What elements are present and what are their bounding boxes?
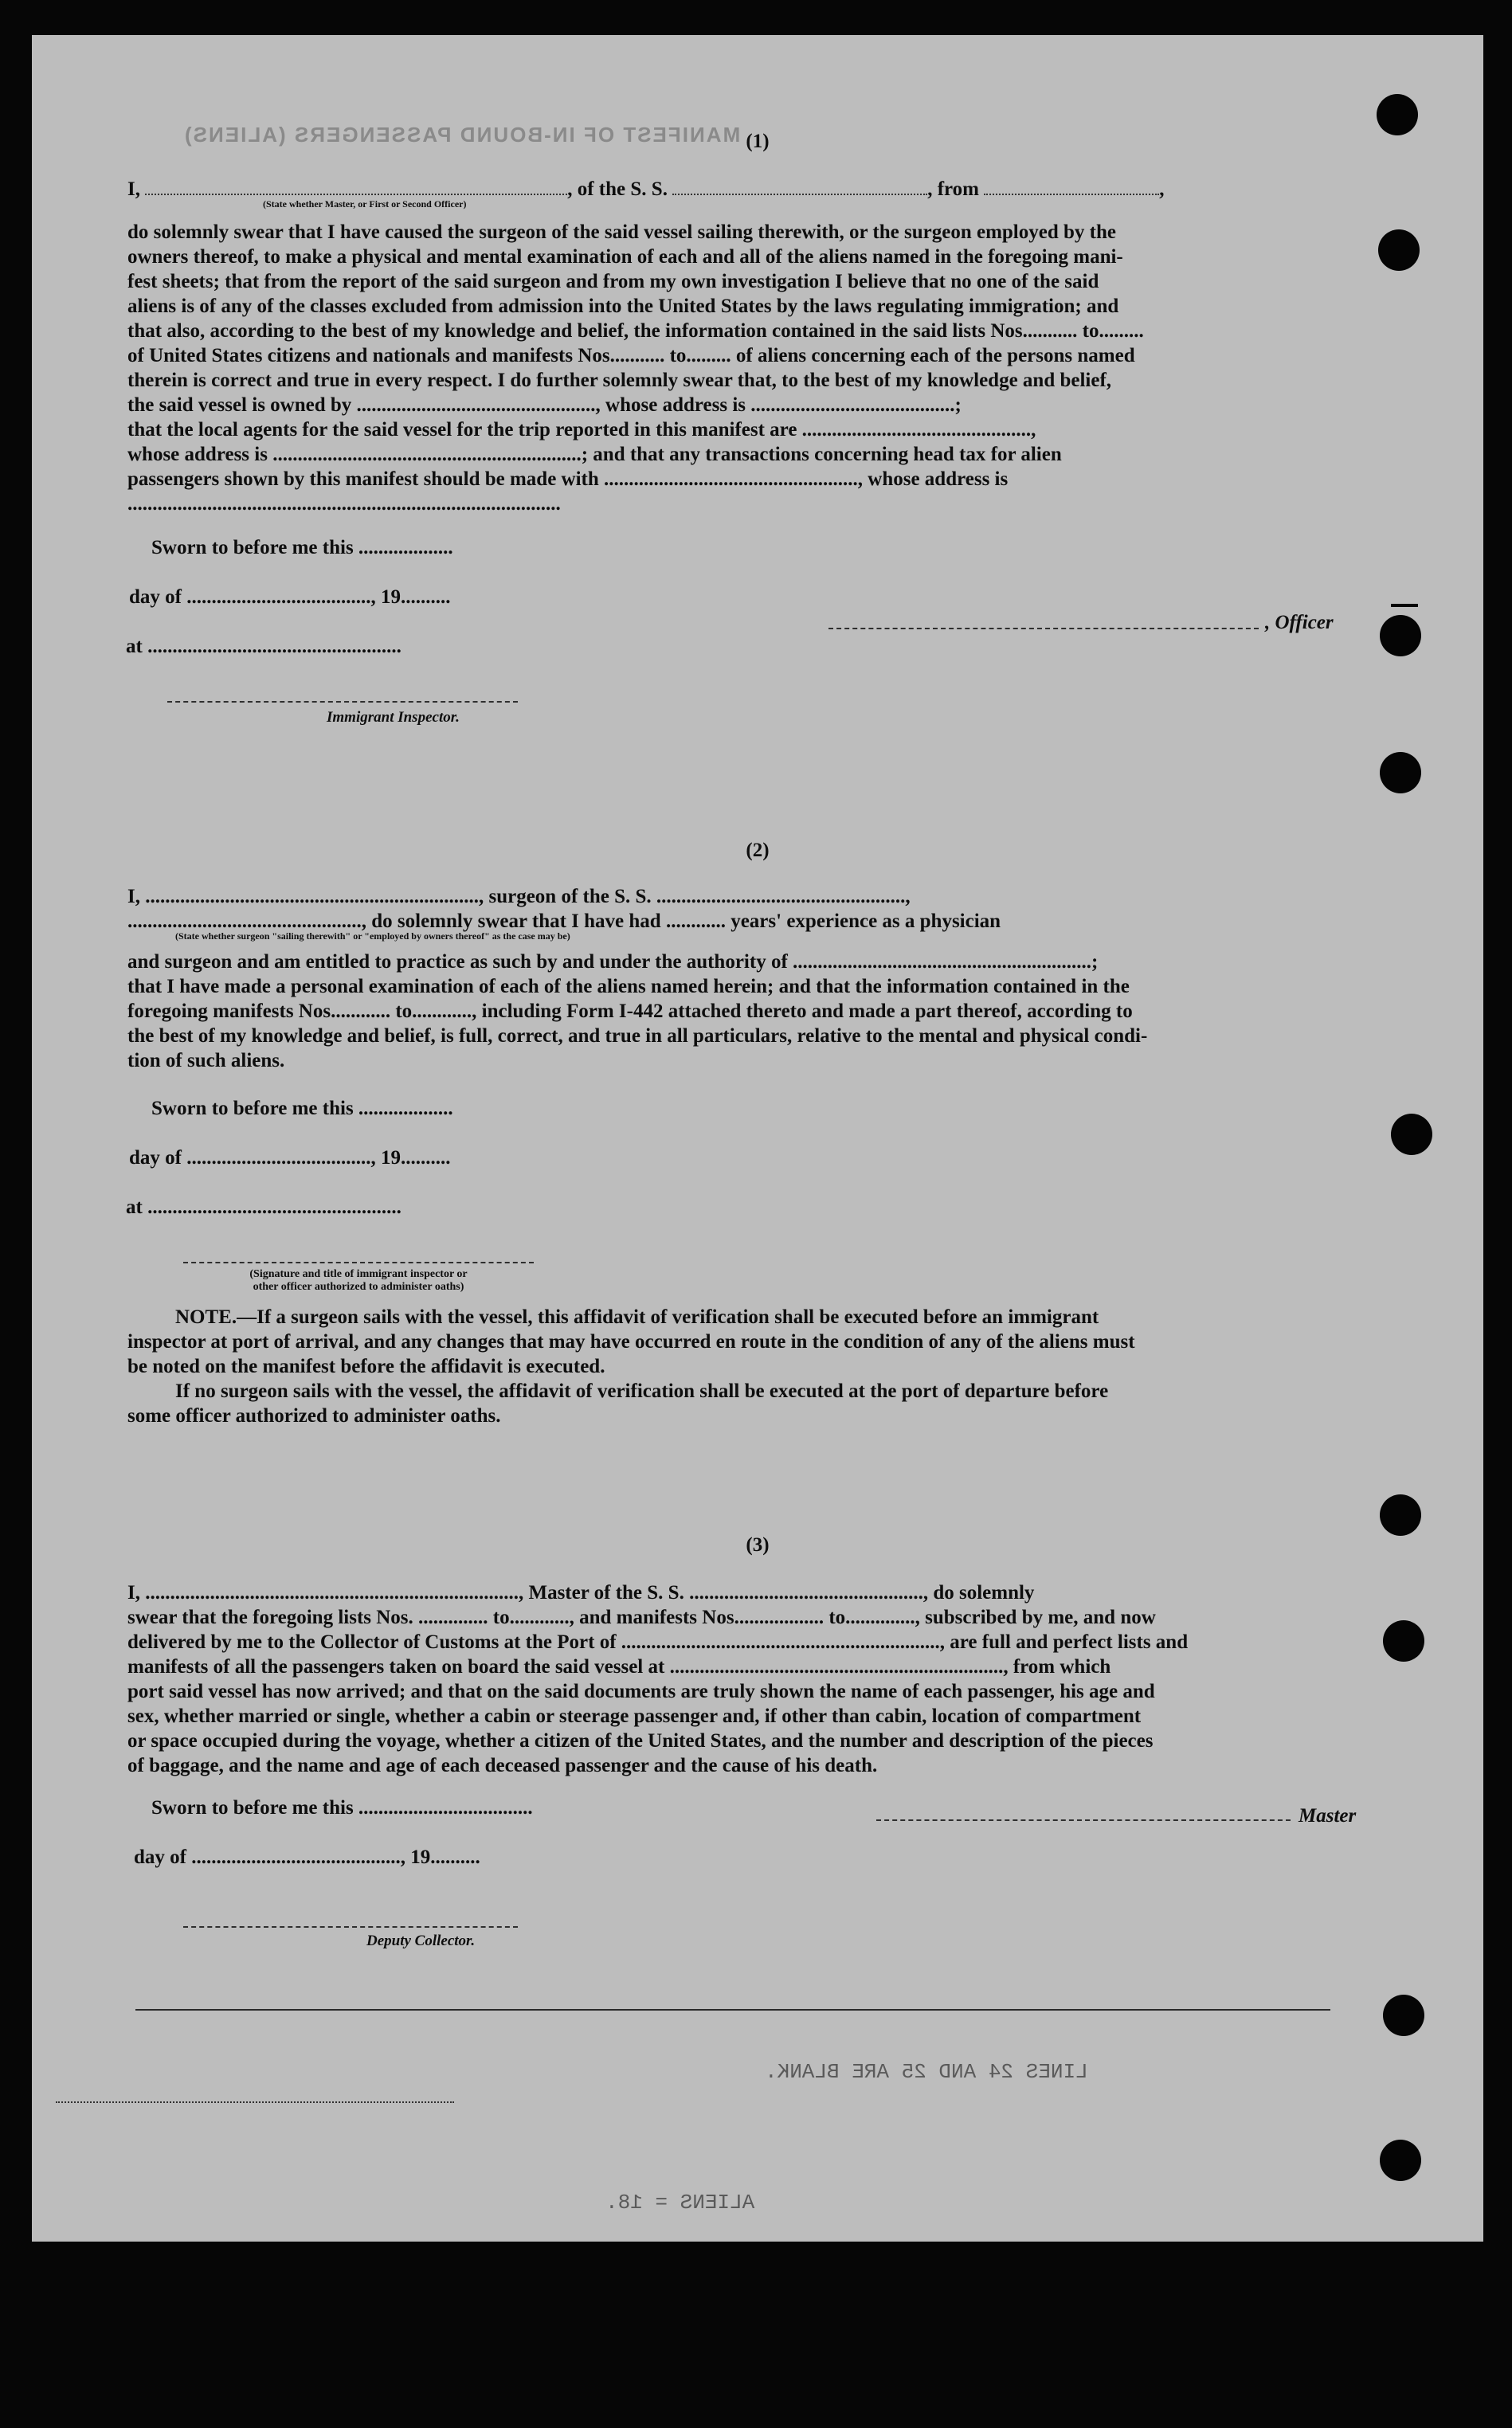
oath-3-body <box>127 1580 1343 1778</box>
oath-2-first-line: I, ..................................................................., surgeon of the S. S. .................................................., <box>127 886 911 907</box>
punch-hole <box>1378 229 1420 271</box>
oath-1-first-line: I, , of the S. S. , from , <box>127 178 1165 200</box>
bottom-rule <box>135 2009 1330 2011</box>
margin-mark <box>1391 604 1418 607</box>
s1lines-line: passengers shown by this manifest should be made with ..................................................., whose address is <box>127 468 1009 490</box>
officer-signature-line <box>828 628 1259 629</box>
punch-hole <box>1380 1494 1421 1536</box>
collector-signature-line <box>183 1926 518 1928</box>
notelines-line: some officer authorized to administer oaths. <box>127 1405 501 1427</box>
inspector-signature-line <box>167 701 518 703</box>
s1lines-line: of United States citizens and nationals and manifests Nos........... to......... of aliens concerning each of the persons named <box>127 345 1135 366</box>
bleed-through-title: MANIFEST OF IN-BOUND PASSENGERS (ALIENS) <box>183 123 741 147</box>
punch-hole <box>1380 615 1421 656</box>
oath-3-day: day of .........................................., 19.......... <box>134 1846 480 1868</box>
s1lines-line: ....................................................................................... <box>127 493 561 515</box>
deputy-collector-label: Deputy Collector. <box>366 1933 476 1949</box>
s3lines-line: swear that the foregoing lists Nos. .............. to............, and manifests Nos.................. to.............., subscribed by me, and now <box>127 1607 1156 1628</box>
s1lines-line: owners thereof, to make a physical and mental examination of each and all of the aliens named in the foregoing mani- <box>127 246 1123 268</box>
section-3-number: (3) <box>746 1534 770 1556</box>
s1lines-line: the said vessel is owned by ................................................, whose address is .........................................; <box>127 394 962 416</box>
master-signature-line <box>876 1819 1291 1821</box>
notelines-line: If no surgeon sails with the vessel, the affidavit of verification shall be executed at the port of departure before <box>175 1380 1109 1402</box>
s1lines-line: aliens is of any of the classes excluded from admission into the United States by the laws regulating immigration; and <box>127 296 1119 317</box>
manifest-page <box>32 35 1483 2242</box>
bottom-dotted-rule <box>56 2101 454 2103</box>
oath-1-at: at ................................................... <box>126 636 402 657</box>
immigrant-inspector-label: Immigrant Inspector. <box>327 709 460 726</box>
notelines-line: NOTE.—If a surgeon sails with the vessel, this affidavit of verification shall be executed before an immigrant <box>175 1306 1099 1328</box>
s3lines-line: manifests of all the passengers taken on board the said vessel at ..................................................................., from which <box>127 1656 1111 1678</box>
oath-2-at: at ................................................... <box>126 1196 402 1218</box>
oath-2-second-line: ..............................................., do solemnly swear that I have had ............ years' experience as a physician <box>127 910 1001 932</box>
officer-label: , Officer <box>1265 612 1334 633</box>
s1lines-line: that also, according to the best of my knowledge and belief, the information contained in the said lists Nos........... to......... <box>127 320 1144 342</box>
master-label: Master <box>1299 1805 1357 1827</box>
surgeon-signature-line <box>183 1262 534 1263</box>
bleed-through-aliens-count: ALIENS = 18. <box>605 2191 755 2215</box>
s2lines-line: the best of my knowledge and belief, is full, correct, and true in all particulars, relative to the mental and physical condi- <box>127 1025 1148 1047</box>
s1lines-line: therein is correct and true in every respect. I do further solemnly swear that, to the best of my knowledge and belief, <box>127 370 1112 391</box>
affidavit-note <box>127 1305 1343 1428</box>
oath-2-day: day of ....................................., 19.......... <box>129 1147 451 1169</box>
s1lines-line: that the local agents for the said vessel for the trip reported in this manifest are .............................................., <box>127 419 1036 441</box>
section-1-number: (1) <box>746 131 770 152</box>
s2lines-line: foregoing manifests Nos............ to............, including Form I-442 attached thereto and made a part thereof, according to <box>127 1001 1133 1022</box>
oath-3-sworn: Sworn to before me this ................................... <box>151 1797 533 1819</box>
s2lines-line: tion of such aliens. <box>127 1050 285 1071</box>
s3lines-line: delivered by me to the Collector of Customs at the Port of ................................................................, are full and perfect lists and <box>127 1631 1189 1653</box>
notelines-line: inspector at port of arrival, and any changes that may have occurred en route in the condition of any of the aliens must <box>127 1331 1135 1353</box>
oath-2-surgeon-note: (State whether surgeon "sailing therewith" or "employed by owners thereof" as the case may be) <box>175 930 570 942</box>
punch-hole <box>1391 1114 1432 1155</box>
oath-1-sworn: Sworn to before me this ................... <box>151 537 453 558</box>
oath-1-body <box>127 220 1343 516</box>
oath-2-sworn: Sworn to before me this ................... <box>151 1098 453 1119</box>
punch-hole <box>1377 94 1418 135</box>
s3lines-line: or space occupied during the voyage, whether a citizen of the United States, and the number and description of the pieces <box>127 1730 1154 1752</box>
s1lines-line: whose address is ..............................................................; and that any transactions concerning head tax for alien <box>127 444 1062 465</box>
s3lines-line: sex, whether married or single, whether a cabin or steerage passenger and, if other than cabin, location of compartment <box>127 1705 1142 1727</box>
s2lines-line: and surgeon and am entitled to practice as such by and under the authority of ............................................................; <box>127 951 1099 973</box>
oath-1-day: day of ....................................., 19.......... <box>129 586 451 608</box>
s3lines-line: of baggage, and the name and age of each deceased passenger and the cause of his death. <box>127 1755 878 1776</box>
s3lines-line: port said vessel has now arrived; and that on the said documents are truly shown the name of each passenger, his age and <box>127 1681 1155 1702</box>
bleed-through-blank-lines: LINES 24 AND 25 ARE BLANK. <box>765 2060 1088 2084</box>
s1lines-line: do solemnly swear that I have caused the surgeon of the said vessel sailing therewith, or the surgeon employed by the <box>127 221 1116 243</box>
notelines-line: be noted on the manifest before the affidavit is executed. <box>127 1356 605 1377</box>
signature-title-note: (Signature and title of immigrant inspector or other officer authorized to administer oaths) <box>249 1268 468 1293</box>
s3lines-line: I, ..........................................................................., Master of the S. S. ..............................................., do solemnly <box>127 1582 1035 1604</box>
oath-1-officer-note: (State whether Master, or First or Second Officer) <box>263 198 467 210</box>
s2lines-line: that I have made a personal examination of each of the aliens named herein; and that the information contained in the <box>127 976 1130 997</box>
s1lines-line: fest sheets; that from the report of the said surgeon and from my own investigation I believe that no one of the said <box>127 271 1099 292</box>
punch-hole <box>1383 1995 1424 2036</box>
section-2-number: (2) <box>746 840 770 861</box>
oath-2-body <box>127 950 1343 1073</box>
punch-hole <box>1383 1620 1424 1662</box>
punch-hole <box>1380 2140 1421 2181</box>
punch-hole <box>1380 752 1421 793</box>
